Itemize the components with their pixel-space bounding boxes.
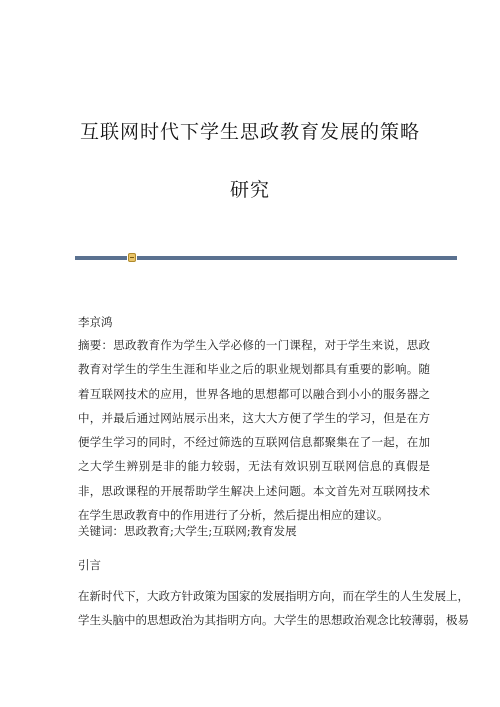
title-divider (75, 256, 457, 260)
abstract-paragraph: 摘要：思政教育作为学生入学必修的一门课程，对于学生来说，思政教育对学生的学生生涯和毕业之后的职业规划都具有重要的影响。随着互联网技术的应用，世界各地的思想都可以融合到小小的服务器之中，并最后通过网站展示出来，这大大方便了学生的学习，但是在方便学生学习的同时，不经过筛选的互联网信息都聚集在了一起，在加之大学生辨别是非的能力较弱，无法有效识别互联网信息的真假是非，思政课程的开展帮助学生解决上述问题。本文首先对互联网技术在学生思政教育中的作用进行了分析，然后提出相应的建议。 (78, 338, 430, 523)
book-icon (128, 253, 136, 262)
author-name: 李京鸿 (78, 315, 113, 329)
divider-bar-right (137, 256, 457, 260)
section-heading-introduction: 引言 (78, 558, 101, 572)
document-title-line-1: 互联网时代下学生思政教育发展的策略 (79, 121, 420, 143)
body-line: 学生头脑中的思想政治为其指明方向。大学生的思想政治观念比较薄弱，极易 (78, 613, 469, 628)
document-title-line-2: 研究 (229, 179, 270, 201)
body-paragraph (78, 584, 469, 633)
body-line: 在新时代下，大政方针政策为国家的发展指明方向，而在学生的人生发展上， (78, 589, 469, 603)
divider-bar-left (75, 256, 127, 260)
keywords-line: 关键词：思政教育;大学生;互联网;教育发展 (78, 524, 297, 538)
